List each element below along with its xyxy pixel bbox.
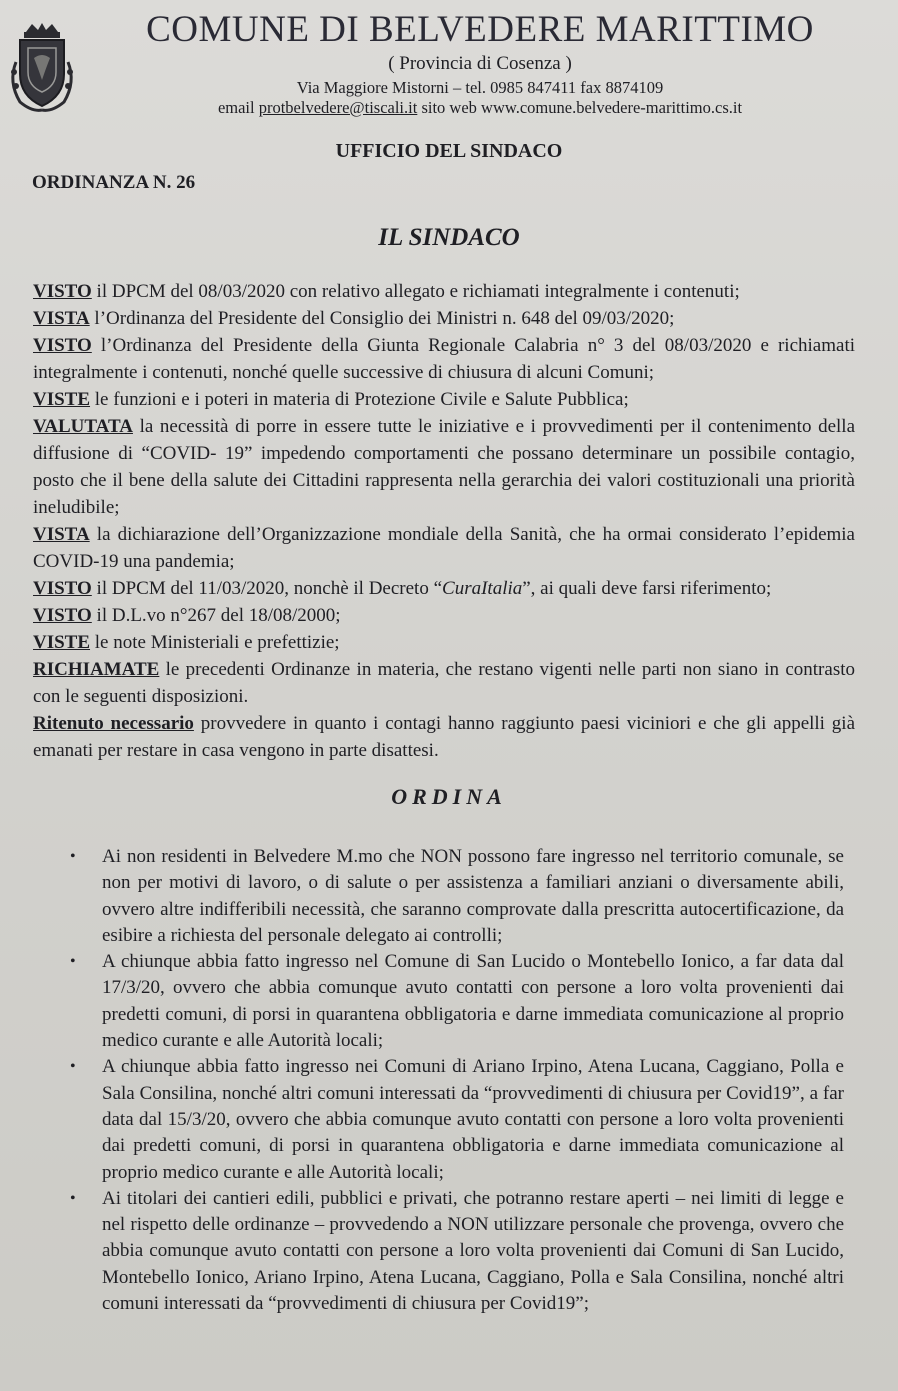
preamble-item xyxy=(33,602,855,629)
contact-line xyxy=(110,98,850,118)
preamble-text: il DPCM del 11/03/2020, nonchè il Decreto “ xyxy=(91,578,443,599)
ordina-heading: ORDINA xyxy=(391,784,507,809)
preamble-item xyxy=(33,278,855,305)
bullet-icon: • xyxy=(70,1189,76,1207)
email-label: email xyxy=(217,98,255,117)
order-text: Ai titolari dei cantieri edili, pubblici e privati, che potranno restare aperti – nei limiti di legge e nel rispetto delle ordinanze – provvedendo a NON utilizzare personale che provenga, ovvero che abbia comunque avuto contatti con persone a loro volta provenienti dai Comuni di San Lucido, Montebello Ionico, Ariano Irpino, Atena Lucana, Caggiano, Polla e Sala Consilina, nonché altri comuni interessati da “provvedimenti di chiusura per Covid19”; xyxy=(102,1187,844,1315)
preamble-item xyxy=(33,332,855,386)
order-text: A chiunque abbia fatto ingresso nel Comune di San Lucido o Montebello Ionico, a far data dal 17/3/20, ovvero che abbia comunque avuto contatti con persone a loro volta provenienti dai predetti comuni, di porsi in quarantena obbligatoria e darne immediata comunicazione al proprio medico curante e alle Autorità locali; xyxy=(102,951,844,1052)
preamble-item xyxy=(33,386,855,413)
mayor-heading: IL SINDACO xyxy=(378,224,520,251)
preamble-text: l’Ordinanza del Presidente della Giunta Regionale Calabria n° 3 del 08/03/2020 e richiamati integralmente i contenuti, nonché quelle successive di chiusura di alcuni Comuni; xyxy=(33,335,855,383)
website-text: sito web www.comune.belvedere-marittimo.cs.it xyxy=(421,98,743,117)
preamble-item xyxy=(33,521,855,575)
email-link[interactable]: protbelvedere@tiscali.it xyxy=(258,98,418,117)
preamble-keyword: VISTO xyxy=(33,335,92,356)
preamble-text: le funzioni e i poteri in materia di Protezione Civile e Salute Pubblica; xyxy=(90,389,629,410)
orders-list xyxy=(68,844,844,1317)
bullet-icon: • xyxy=(70,1058,76,1076)
preamble-text: le note Ministeriali e prefettizie; xyxy=(90,632,340,653)
province-line: ( Provincia di Cosenza ) xyxy=(388,53,572,74)
preamble-keyword: VISTO xyxy=(33,578,92,599)
preamble-keyword: VISTO xyxy=(33,605,92,626)
preamble-keyword: VALUTATA xyxy=(33,416,133,437)
preamble-keyword: VISTE xyxy=(33,632,91,653)
preamble xyxy=(33,278,855,764)
preamble-keyword: VISTO xyxy=(33,281,92,302)
preamble-keyword: Ritenuto necessario xyxy=(33,713,194,734)
decree-name: CuraItalia xyxy=(442,578,523,599)
order-item xyxy=(68,1054,844,1185)
order-item xyxy=(68,949,844,1054)
order-item xyxy=(68,844,844,949)
preamble-item xyxy=(33,656,855,710)
preamble-item xyxy=(33,413,855,521)
preamble-item xyxy=(33,629,855,656)
preamble-text: provvedere in quanto i contagi hanno raggiunto paesi viciniori e che gli appelli già emanati per restare in casa vengono in parte disattesi. xyxy=(33,713,855,761)
address-line: Via Maggiore Mistorni – tel. 0985 847411 fax 8874109 xyxy=(296,78,664,97)
preamble-item xyxy=(33,575,855,602)
preamble-keyword: VISTE xyxy=(33,389,91,410)
preamble-keyword: VISTA xyxy=(33,524,90,545)
preamble-text: l’Ordinanza del Presidente del Consiglio dei Ministri n. 648 del 09/03/2020; xyxy=(89,308,675,329)
bullet-icon: • xyxy=(70,848,76,865)
order-text: A chiunque abbia fatto ingresso nei Comuni di Ariano Irpino, Atena Lucana, Caggiano, Polla e Sala Consilina, nonché altri comuni interessati da “provvedimenti di chiusura per Covid19”, a far data dal 15/3/20, ovvero che abbia comunque avuto contatti con persone a loro volta provenienti dai predetti comuni, di porsi in quarantena obbligatoria e darne immediata comunicazione al proprio medico curante e alle Autorità locali; xyxy=(102,1056,844,1183)
ordinance-number: ORDINANZA N. 26 xyxy=(32,172,196,193)
bullet-icon: • xyxy=(70,953,76,971)
preamble-text: il D.L.vo n°267 del 18/08/2000; xyxy=(91,605,341,626)
preamble-text: la dichiarazione dell’Organizzazione mondiale della Sanità, che ha ormai considerato l’epidemia COVID-19 una pandemia; xyxy=(33,524,855,572)
preamble-keyword: RICHIAMATE xyxy=(33,659,160,680)
preamble-text: la necessità di porre in essere tutte le iniziative e i provvedimenti per il contenimento della diffusione di “COVID- 19” impedendo comportamenti che possano determinare un possibile contagio, posto che il bene della salute dei Cittadini rappresenta nella gerarchia dei valori costituzionali una priorità ineludibile; xyxy=(33,416,855,518)
coat-of-arms-icon xyxy=(6,22,78,114)
preamble-text: il DPCM del 08/03/2020 con relativo allegato e richiamati integralmente i contenuti; xyxy=(91,281,740,302)
preamble-item xyxy=(33,710,855,764)
order-item xyxy=(68,1186,844,1317)
preamble-text: le precedenti Ordinanze in materia, che restano vigenti nelle parti non siano in contrasto con le seguenti disposizioni. xyxy=(33,659,855,707)
municipality-title: COMUNE DI BELVEDERE MARITTIMO xyxy=(146,9,814,50)
order-text: Ai non residenti in Belvedere M.mo che NON possono fare ingresso nel territorio comunale, se non per motivi di lavoro, o di salute o per assistenza a familiari anziani o diversamente abili, ovvero altre indifferibili necessità, che saranno comprovate dalla prescritta autocertificazione, da esibire a richiesta del personale delegato ai controlli; xyxy=(102,846,844,946)
preamble-keyword: VISTA xyxy=(33,308,90,329)
preamble-item xyxy=(33,305,855,332)
preamble-text: ”, ai quali deve farsi riferimento; xyxy=(522,578,772,599)
office-heading: UFFICIO DEL SINDACO xyxy=(335,140,563,162)
